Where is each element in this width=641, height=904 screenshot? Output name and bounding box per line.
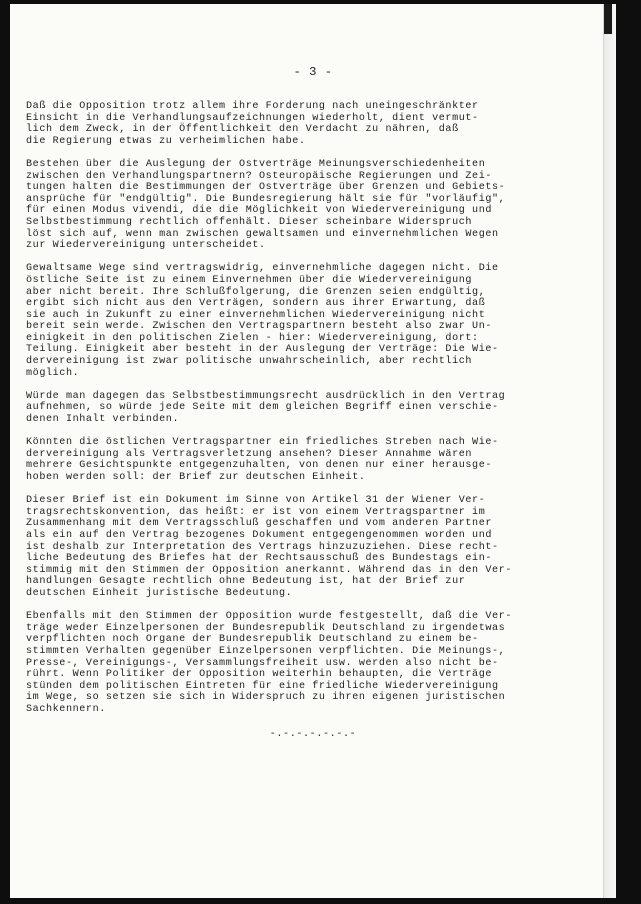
text-line: Presse-, Vereinigungs-, Versammlungsfreiheit usw. werden also nicht be- [26,657,499,669]
text-line: stimmig mit den Stimmen der Opposition anerkannt. Während das in den Ver- [26,564,512,576]
text-line: Dieser Brief ist ein Dokument im Sinne von Artikel 31 der Wiener Ver- [26,495,486,507]
text-line: aber nicht bereit. Ihre Schlußfolgerung, die Grenzen seien endgültig, [26,286,486,298]
paragraph [26,391,612,426]
text-line: stimmten Verhalten gegenüber Einzelpersonen verpflichten. Die Meinungs-, [26,645,506,657]
text-line: rührt. Wenn Politiker der Opposition weiterhin behaupten, die Verträge [26,669,493,681]
text-line: Könnten die östlichen Vertragspartner ein friedliches Streben nach Wie- [26,437,499,449]
text-line: ist deshalb zur Interpretation des Vertrags hinzuzuziehen. Diese recht- [26,541,499,553]
text-line: hoben werden soll: der Brief zur deutschen Einheit. [26,472,366,483]
text-line: zwischen den Verhandlungspartnern? Osteuropäische Regierungen und Zei- [26,170,493,182]
text-line: möglich. [26,367,80,379]
paragraph [26,263,612,379]
text-line: denen Inhalt verbinden. [26,414,180,426]
text-line: träge weder Einzelpersonen der Bundesrepublik Deutschland zu irgendetwas [26,622,506,634]
text-line: liche Bedeutung des Briefes hat der Rechtsausschuß des Bundestags ein- [26,553,493,565]
text-line: ansprüche für "endgültig". Die Bundesregierung hält sie für "vorläufig", [26,193,506,205]
paragraph [26,611,612,715]
text-line: aufnehmen, so würde jede Seite mit dem gleichen Begriff einen verschie- [26,402,499,414]
document-page [10,4,616,898]
text-line: Einsicht in die Verhandlungsaufzeichnungen wiederholt, dient vermut- [26,112,479,124]
text-line: dervereinigung als Vertragsverletzung ansehen? Dieser Annahme wären [26,448,473,460]
text-line: verpflichten noch Organe der Bundesrepublik Deutschland zu einem be- [26,634,479,646]
text-line: lich dem Zweck, in der Öffentlichkeit den Verdacht zu nähren, daß [26,124,459,136]
text-line: einigkeit in den politischen Zielen - hier: Wiedervereinigung, dort: [26,332,479,344]
text-line: Daß die Opposition trotz allem ihre Forderung nach uneingeschränkter [26,101,479,112]
text-line: löst sich auf, wenn man zwischen gewaltsamen und einvernehmlichen Wegen [26,228,499,240]
text-line: Selbstbestimmung rechtlich offenhält. Dieser scheinbare Widerspruch [26,216,473,228]
text-line: Würde man dagegen das Selbstbestimmungsrecht ausdrücklich in den Vertrag [26,390,506,402]
corner-mark [604,4,612,34]
paragraph [26,159,612,252]
text-line: für einen Modus vivendi, die die Möglichkeit von Wiedervereinigung und [26,205,493,217]
text-line: mehrere Gesichtspunkte entgegenzuhalten, von denen nur einer herausge- [26,460,493,472]
text-line: bereit sein werde. Zwischen den Vertragspartnern besteht also zwar Un- [26,321,493,333]
paragraph [26,495,612,599]
text-line: zur Wiedervereinigung unterscheidet. [26,240,266,252]
text-line: sie auch in Zukunft zu einer einvernehmlichen Wiedervereinigung nicht [26,309,486,321]
paragraph [26,437,612,483]
closing-mark: -.-.-.-.-.-.- [269,729,357,740]
text-line: Zusammenhang mit dem Vertragsschluß geschaffen und vom anderen Partner [26,518,493,530]
text-line: Bestehen über die Auslegung der Ostverträge Meinungsverschiedenheiten [26,158,486,170]
text-line: Ebenfalls mit den Stimmen der Opposition wurde festgestellt, daß die Ver- [26,611,512,623]
text-line: deutschen Einheit juristische Bedeutung. [26,587,293,599]
text-line: Teilung. Einigkeit aber besteht in der Auslegung der Verträge: Die Wie- [26,344,499,356]
text-line: tungen halten die Bestimmungen der Ostverträge über Grenzen und Gebiets- [26,182,506,194]
text-line: Gewaltsame Wege sind vertragswidrig, einvernehmliche dagegen nicht. Die [26,263,499,275]
text-line: ergibt sich nicht aus den Verträgen, sondern aus ihrer Erwartung, daß [26,298,486,310]
body-text [26,101,612,727]
text-line: östliche Seite ist zu einem Einvernehmen über die Wiedervereinigung [26,274,473,286]
page-number: - 3 - [293,65,333,79]
text-line: tragsrechtskonvention, das heißt: er ist von einem Vertragspartner im [26,506,486,518]
text-line: handlungen Gesagte rechtlich ohne Bedeutung ist, hat der Brief zur [26,576,466,588]
text-line: dervereinigung ist zwar politische unwahrscheinlich, aber rechtlich [26,356,473,368]
text-line: Sachkennern. [26,703,106,715]
text-line: stünden dem politischen Eintreten für eine friedliche Wiedervereinigung [26,680,499,692]
text-line: im Wege, so setzen sie sich in Widerspruch zu ihren eigenen juristischen [26,692,506,704]
paragraph [26,101,612,147]
text-line: die Regierung etwas zu verheimlichen habe. [26,135,306,147]
text-line: als ein auf den Vertrag bezogenes Dokument entgegengenommen worden und [26,529,493,541]
